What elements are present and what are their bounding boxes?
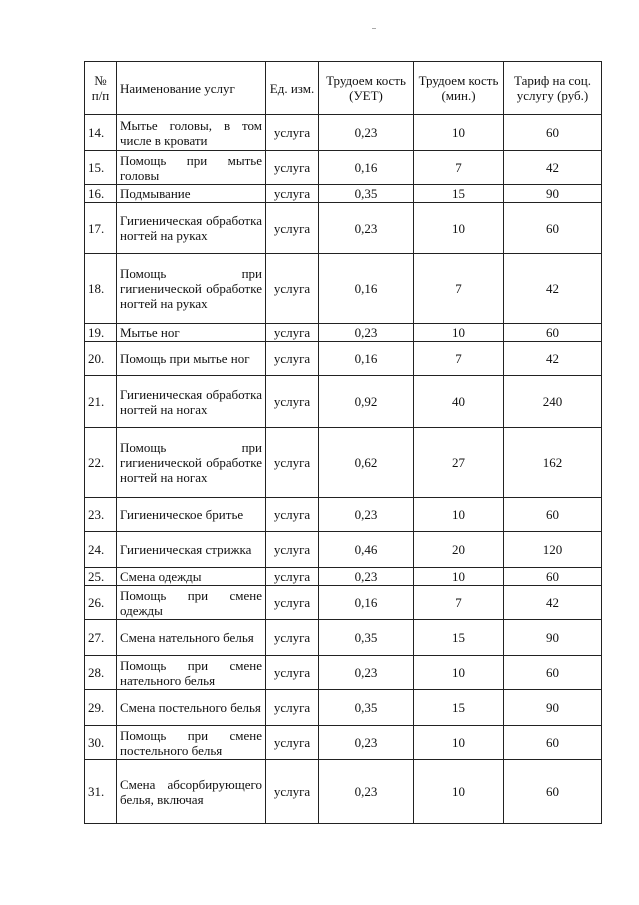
header-name: Наименование услуг	[117, 62, 266, 115]
row-service-name: Помощь при гигиенической обработке ногтей на ногах	[117, 428, 266, 498]
row-minutes: 7	[414, 254, 504, 324]
row-num: 19.	[85, 324, 117, 342]
row-uet: 0,23	[319, 760, 414, 824]
table-body	[85, 115, 602, 824]
row-tariff: 90	[504, 185, 602, 203]
table-row	[85, 726, 602, 760]
table-row	[85, 656, 602, 690]
row-service-name: Помощь при смене нательного белья	[117, 656, 266, 690]
row-unit: услуга	[266, 324, 319, 342]
row-unit: услуга	[266, 620, 319, 656]
row-tariff: 60	[504, 656, 602, 690]
row-unit: услуга	[266, 586, 319, 620]
row-minutes: 20	[414, 532, 504, 568]
row-unit: услуга	[266, 690, 319, 726]
table-row	[85, 498, 602, 532]
scan-speck	[372, 28, 376, 29]
row-tariff: 60	[504, 498, 602, 532]
row-unit: услуга	[266, 656, 319, 690]
header-tariff: Тариф на соц. услугу (руб.)	[504, 62, 602, 115]
row-tariff: 60	[504, 568, 602, 586]
row-num: 15.	[85, 151, 117, 185]
table-row	[85, 151, 602, 185]
row-num: 29.	[85, 690, 117, 726]
row-minutes: 10	[414, 498, 504, 532]
row-tariff: 120	[504, 532, 602, 568]
table-row	[85, 203, 602, 254]
row-num: 31.	[85, 760, 117, 824]
row-unit: услуга	[266, 760, 319, 824]
row-unit: услуга	[266, 498, 319, 532]
header-unit: Ед. изм.	[266, 62, 319, 115]
row-unit: услуга	[266, 151, 319, 185]
row-minutes: 10	[414, 115, 504, 151]
table-row	[85, 254, 602, 324]
row-minutes: 10	[414, 203, 504, 254]
row-uet: 0,46	[319, 532, 414, 568]
row-service-name: Смена постельного белья	[117, 690, 266, 726]
row-unit: услуга	[266, 342, 319, 376]
row-num: 14.	[85, 115, 117, 151]
row-service-name: Помощь при смене одежды	[117, 586, 266, 620]
row-tariff: 60	[504, 203, 602, 254]
row-num: 30.	[85, 726, 117, 760]
table-row	[85, 586, 602, 620]
row-unit: услуга	[266, 115, 319, 151]
table-row	[85, 115, 602, 151]
table-row	[85, 324, 602, 342]
row-minutes: 15	[414, 620, 504, 656]
row-num: 26.	[85, 586, 117, 620]
row-uet: 0,23	[319, 324, 414, 342]
row-unit: услуга	[266, 568, 319, 586]
row-tariff: 42	[504, 342, 602, 376]
row-uet: 0,16	[319, 151, 414, 185]
row-num: 22.	[85, 428, 117, 498]
row-tariff: 90	[504, 690, 602, 726]
row-uet: 0,23	[319, 498, 414, 532]
row-unit: услуга	[266, 428, 319, 498]
row-uet: 0,62	[319, 428, 414, 498]
row-num: 20.	[85, 342, 117, 376]
header-minutes: Трудоем кость (мин.)	[414, 62, 504, 115]
row-service-name: Гигиеническое бритье	[117, 498, 266, 532]
row-num: 16.	[85, 185, 117, 203]
row-tariff: 60	[504, 726, 602, 760]
row-service-name: Помощь при гигиенической обработке ногтей на руках	[117, 254, 266, 324]
row-minutes: 10	[414, 726, 504, 760]
row-minutes: 7	[414, 586, 504, 620]
row-minutes: 10	[414, 324, 504, 342]
row-tariff: 42	[504, 151, 602, 185]
row-num: 27.	[85, 620, 117, 656]
row-uet: 0,35	[319, 690, 414, 726]
header-num: № п/п	[85, 62, 117, 115]
table-row	[85, 620, 602, 656]
row-minutes: 10	[414, 760, 504, 824]
row-minutes: 15	[414, 185, 504, 203]
row-minutes: 7	[414, 151, 504, 185]
row-service-name: Смена нательного белья	[117, 620, 266, 656]
row-tariff: 42	[504, 586, 602, 620]
row-minutes: 15	[414, 690, 504, 726]
row-service-name: Подмывание	[117, 185, 266, 203]
table-row	[85, 376, 602, 428]
row-minutes: 40	[414, 376, 504, 428]
row-tariff: 90	[504, 620, 602, 656]
row-num: 21.	[85, 376, 117, 428]
row-unit: услуга	[266, 254, 319, 324]
row-uet: 0,23	[319, 203, 414, 254]
row-num: 18.	[85, 254, 117, 324]
row-num: 28.	[85, 656, 117, 690]
row-tariff: 60	[504, 324, 602, 342]
row-num: 24.	[85, 532, 117, 568]
row-unit: услуга	[266, 726, 319, 760]
row-unit: услуга	[266, 532, 319, 568]
table-row	[85, 342, 602, 376]
services-tariff-table	[84, 61, 602, 824]
row-service-name: Гигиеническая стрижка	[117, 532, 266, 568]
row-uet: 0,23	[319, 726, 414, 760]
row-uet: 0,16	[319, 254, 414, 324]
row-tariff: 60	[504, 115, 602, 151]
table-row	[85, 568, 602, 586]
row-unit: услуга	[266, 185, 319, 203]
row-service-name: Гигиеническая обработка ногтей на ногах	[117, 376, 266, 428]
row-minutes: 10	[414, 568, 504, 586]
row-uet: 0,16	[319, 586, 414, 620]
row-tariff: 60	[504, 760, 602, 824]
row-minutes: 7	[414, 342, 504, 376]
row-uet: 0,35	[319, 620, 414, 656]
row-uet: 0,23	[319, 568, 414, 586]
row-service-name: Помощь при смене постельного белья	[117, 726, 266, 760]
table-row	[85, 690, 602, 726]
table-header-row	[85, 62, 602, 115]
row-unit: услуга	[266, 203, 319, 254]
row-num: 23.	[85, 498, 117, 532]
header-uet: Трудоем кость (УЕТ)	[319, 62, 414, 115]
row-uet: 0,23	[319, 115, 414, 151]
row-num: 17.	[85, 203, 117, 254]
table-row	[85, 185, 602, 203]
row-tariff: 240	[504, 376, 602, 428]
row-uet: 0,23	[319, 656, 414, 690]
row-num: 25.	[85, 568, 117, 586]
row-tariff: 42	[504, 254, 602, 324]
row-tariff: 162	[504, 428, 602, 498]
row-service-name: Гигиеническая обработка ногтей на руках	[117, 203, 266, 254]
row-service-name: Помощь при мытье головы	[117, 151, 266, 185]
row-service-name: Смена абсорбирующего белья, включая	[117, 760, 266, 824]
row-service-name: Помощь при мытье ног	[117, 342, 266, 376]
row-service-name: Смена одежды	[117, 568, 266, 586]
row-uet: 0,92	[319, 376, 414, 428]
row-unit: услуга	[266, 376, 319, 428]
row-uet: 0,16	[319, 342, 414, 376]
row-minutes: 27	[414, 428, 504, 498]
table-row	[85, 428, 602, 498]
row-service-name: Мытье головы, в том числе в кровати	[117, 115, 266, 151]
table-row	[85, 760, 602, 824]
table-row	[85, 532, 602, 568]
row-service-name: Мытье ног	[117, 324, 266, 342]
row-uet: 0,35	[319, 185, 414, 203]
row-minutes: 10	[414, 656, 504, 690]
